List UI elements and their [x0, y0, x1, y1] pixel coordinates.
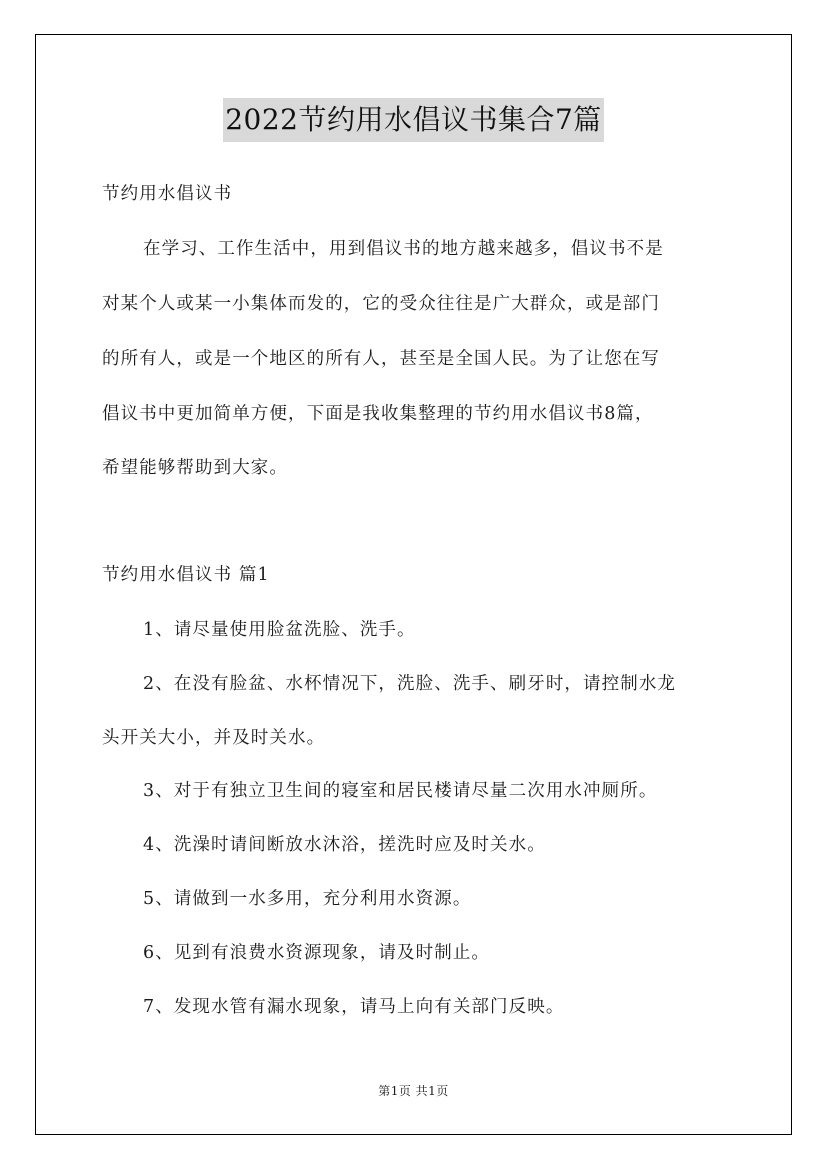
intro-line: 对某个人或某一小集体而发的，它的受众往往是广大群众，或是部门 [102, 294, 660, 314]
list-item: 5、请做到一水多用，充分利用水资源。 [143, 889, 472, 909]
list-item: 头开关大小，并及时关水。 [102, 728, 326, 748]
list-item: 2、在没有脸盆、水杯情况下，洗脸、洗手、刷牙时，请控制水龙 [143, 674, 677, 694]
intro-line: 倡议书中更加简单方便，下面是我收集整理的节约用水倡议书8篇， [102, 404, 654, 424]
document-subtitle: 节约用水倡议书 [102, 184, 233, 204]
list-item: 1、请尽量使用脸盆洗脸、洗手。 [143, 620, 416, 640]
intro-line: 在学习、工作生活中，用到倡议书的地方越来越多，倡议书不是 [143, 239, 664, 259]
list-item: 3、对于有独立卫生间的寝室和居民楼请尽量二次用水冲厕所。 [143, 781, 658, 801]
list-item: 7、发现水管有漏水现象，请马上向有关部门反映。 [143, 997, 565, 1017]
list-item: 6、见到有浪费水资源现象，请及时制止。 [143, 943, 491, 963]
section-heading: 节约用水倡议书 篇1 [102, 565, 270, 585]
page-footer: 第1页 共1页 [378, 1084, 449, 1098]
intro-line: 的所有人，或是一个地区的所有人，甚至是全国人民。为了让您在写 [102, 349, 660, 369]
title-wrap [0, 98, 827, 142]
list-item: 4、洗澡时请间断放水沐浴，搓洗时应及时关水。 [143, 835, 546, 855]
intro-line: 希望能够帮助到大家。 [102, 458, 288, 478]
document-title: 2022节约用水倡议书集合7篇 [223, 98, 604, 142]
